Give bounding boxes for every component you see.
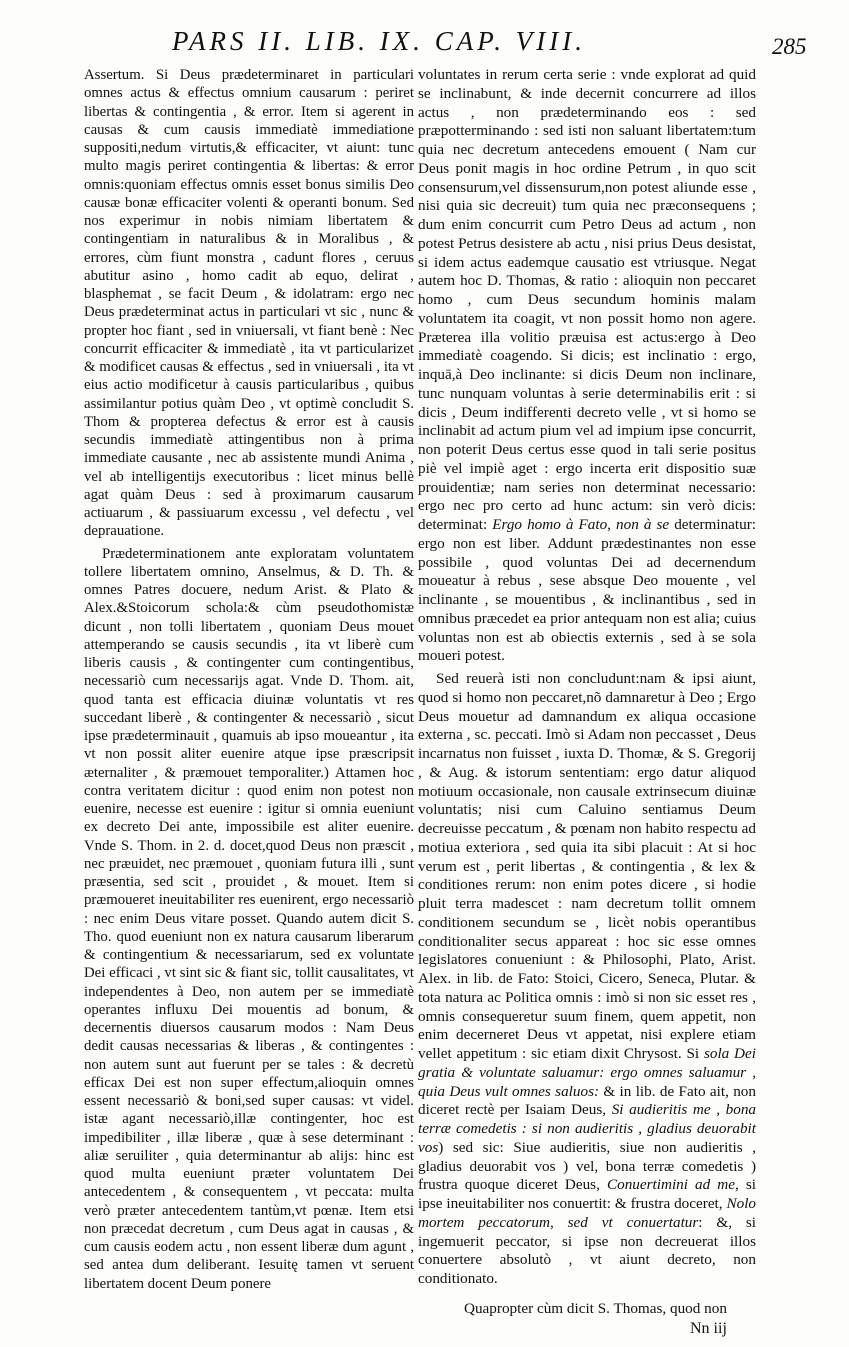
left-paragraph-2: Prædeterminationem ante exploratam voluntatem tollere libertatem omnino, Anselmus, & D. Th. & omnes Patres docuere, nedum Arist. & Plato & Alex.&Stoicorum schola:& cùm pseudothomistæ dicunt , non tolli libertatem , quoniam Deus mouet attemperando se causis secundis , ita vt liberè cum liberis causis , & contingenter cum contingentibus, necessariò cum necessarijs agat. Vnde D. Thom. ait, quod tanta est efficacia diuinæ voluntatis vt res succedant liberè , & contingenter & necessariò , sicut ipse prædeterminauit , quamuis ab ipso moueantur , ita vt non possit aliter euenire atque ipse præscripsit æternaliter , & præmouet temporaliter.) Attamen hoc contra veritatem dicitur : quod enim non potest non euenire, necesse est euenire : igitur si omnia eueniunt ex decreto Dei ante, impossibile est aliter euenire. Vnde S. Thom. in 2. d. docet,quod Deus non præscit , nec præuidet, nec præmouet , quoniam futura illi , sunt præsentia, sed scit , prouidet , & mouet. Item si præmoueret ineuitabiliter res euenirent, ergo necessariò : nec enim Deus vitare posset. Quando autem dicit S. Tho. quod eueniunt non ex natura causarum liberarum & contingentium & necessariarum, sed ex voluntate Dei efficaci , vt sint sic & fiant sic, tollit causalitates, vt independentes à Deo, non autem per se immediatè operantes influxu Dei mouentis ad bonum, & decernentis diuersos causarum modos : Nam Deus dedit causas necessarias & liberas , & contingentes : non autem sunt aut fuerunt per se tales : & decretù efficax Dei est non super effectum,alioquin omnes essent necessariò & boni,sed super causas: vt videl. istæ agant necessariò,illæ contingenter, hoc est impedibiliter , illæ liberæ , quæ à sese determinant : aliæ seruiliter , quia determinantur ab alijs: hinc est quod multa eueniunt præter voluntatem Dei antecedentem , & consequentem , vt peccata: multa verò præter antecedentem tantùm,vt pœnæ. Item etsi non præcedat decretum , cum Deus agat in causas , & cum causis eodem actu , non essent liberæ dum agunt , sed antea dum deliberant. Iesuitę tamen vt seruent libertatem docent Deum ponere	[84, 545, 414, 1292]
right-column	[418, 66, 756, 1289]
left-paragraph-1: Assertum. Si Deus prædeterminaret in particulari omnes actus & effectus omnium causarum : periret libertas & contingentia , & error. Item si agerent in causas & cum causis immediatè immediatione suppositi,nedum virtutis,& efficaciter, vt aiunt: tunc multo magis periret contingentia & libertas: & error omnis:quoniam effectus omnis esset bonus similis Deo causæ bonæ efficaciter volenti & operanti bonum. Sed nos experimur in nobis nimiam libertatem & contingentiam in naturalibus & in Moralibus , & errores, cùm fiunt monstra , cadunt flores , ceruus abutitur asino , homo cadit ab equo, delirat , blasphemat , se facit Deum , & idolatram: ergo nec Deus prædeterminat actus in particulari vt sic , nunc & propter hoc fiant , sed in vniuersali, vt fiant benè : Nec concurrit efficaciter & immediatè , ita vt particularizet & modificet causas & effectus , sed in vniuersali , ita vt eius actio modificetur à causis particularibus , quibus assimilantur potius quàm Deo , vt optimè concludit S. Thom & propterea defectus & error est à causis secundis immediatè attingentibus non à prima immediate causante , nec ab assistente mundi Anima , vel ab intelligentijs executoribus : licet minus bellè agat quàm Deus : sed à proximarum causarum actiuarum , & passiuarum excessu , vel defectu , vel deprauatione.	[84, 67, 414, 540]
right-paragraph-2-tail-1: & in lib. de Fato ait, non diceret rectè per Isaiam Deus,	[418, 1082, 756, 1119]
right-paragraph-2	[418, 670, 756, 1289]
right-paragraph-1-tail: determinatur: ergo non est liber. Addunt prædestinantes non esse possibile , quod voluntas Dei ad decernendum moueatur à rebus , sese absque Deo mouente , vel inclinante , se mouentibus , & inclinantibus , sed in omnibus præcedet ea prior antequam non est alia; cuius voluntas non est ab obiectis externis , sed à se sola moueri potest.	[418, 516, 756, 665]
left-column	[84, 66, 414, 1293]
right-paragraph-1-text: voluntates in rerum certa serie : vnde explorat ad quid se inclinabunt, & inde decernit concurrere ad illos actus , non prædeterminando eos : sed præpotterminando : sed isti non saluant libertatem:tum quia nec decretum antecedens emouent ( Nam cur Deus ponit magis in hoc ordine Petrum , in quo scit consensurum,vel dissensurum,non potest aliunde esse , nisi quia sic decreuit) tum quia nec præconsequens ; dum enim concurrit cum Petro Deus ad actum , non potest Petrus desistere ab actu , nisi prius Deus desistat, si idem actus eademque causatio est vtriusque. Negat autem hoc D. Thomas, & ratio : alioquin non peccaret homo , cum Deus secundum hominis malam voluntatem ita coagit, vt non possit homo non agere. Præterea illa volitio præuisa est actus:ergo à Deo immediatè coagendo. Si dicis; est inclinatio : ergo, inquā,à Deo inclinante: si dicis Deum non inclinare, tunc nunquam voluntas à serie determinabilis erit : si dicis , Deum indifferenti decreto velle , vt si homo se inclinabit ad actum pium vel ad impium ipse concurrit, non poterit Deus certus esse quod in tali serie positus piè vel impiè aget : ergo incerta erit dispositio suæ prouidentiæ; nam series non determinat necessario: ergo nec pro certo ad hunc actum: sin verò dicis: determinat:	[418, 66, 756, 533]
right-paragraph-2-tail-2: ) sed sic: Siue audieritis, siue non audieritis , gladius deuorabit vos ) vel, bona terræ comedetis ) frustra quoque diceret Deus,	[418, 1138, 756, 1194]
right-paragraph-2-italic-4: Nolo mortem peccatorum, sed vt conuertatur	[418, 1195, 757, 1231]
right-paragraph-2-italic-2: Si audieritis me , bona terræ comedetis : si non audieritis , gladius deuorabit vos	[418, 1101, 757, 1156]
last-line: Quapropter cùm dicit S. Thomas, quod non	[464, 1300, 727, 1317]
page-number: 285	[772, 34, 807, 59]
right-paragraph-2-italic-1: sola Dei gratia & voluntate saluamur: ergo omnes saluamur , quia Deus vult omnes saluos:	[418, 1045, 756, 1100]
signature-mark: Nn iij	[690, 1320, 727, 1337]
right-paragraph-2-tail-4: : &, si ingemuerit peccator, si ipse non decreuerat illos conuertere absolutò , vt aiunt decreto, non conditionato.	[418, 1213, 756, 1287]
right-paragraph-1-italic: Ergo homo à Fato, non à se	[492, 516, 670, 533]
right-paragraph-1	[418, 66, 756, 666]
right-paragraph-2-tail-3: , si ipse ineuitabiliter nos conuertit: & frustra doceret,	[418, 1176, 757, 1212]
right-paragraph-2-italic-3: Conuertimini ad me	[606, 1176, 736, 1194]
right-paragraph-2-text: Sed reuerà isti non concludunt:nam & ipsi aiunt, quod si homo non peccaret,nõ damnaretur à Deo ; Ergo Deus mouetur ad damnandum ex aliqua occasione externa , sc. peccati. Imò si Adam non peccasset , Deus incarnatus non fuisset , iuxta D. Thomæ, & S. Gregorij , & Aug. & istorum sententiam: ergo datur aliquod motiuum occasionale, non causale extrinsecum diuinæ voluntatis; nisi cum Caluino sentiamus Deum decreuisse peccatum , & pœnam non habito respectu ad motiua exteriora , sed quia ita sibi placuit : At si hoc verum est , perit libertas , & contingentia , & lex & conditiones rerum: non enim potes dicere , si hodie pluit terra madescet : nam decretum tollit omnem conditionem secundum se , licèt nobis operantibus conditionaliter secus appareat : hoc sic esse omnes legislatores conueniunt : & Philosophi, Plato, Arist. Alex. in lib. de Fato: Stoici, Cicero, Seneca, Plutar. & tota natura ac Politica omnis : imò si non sic esset res , omnis consequeretur suum finem, quem appetit, non enim decerneret Deus vt appetat, nisi explere etiam vellet appetitum : sic etiam dixit Chrysost. Si	[418, 670, 756, 1062]
running-head: PARS II. LIB. IX. CAP. VIII.	[172, 26, 586, 56]
